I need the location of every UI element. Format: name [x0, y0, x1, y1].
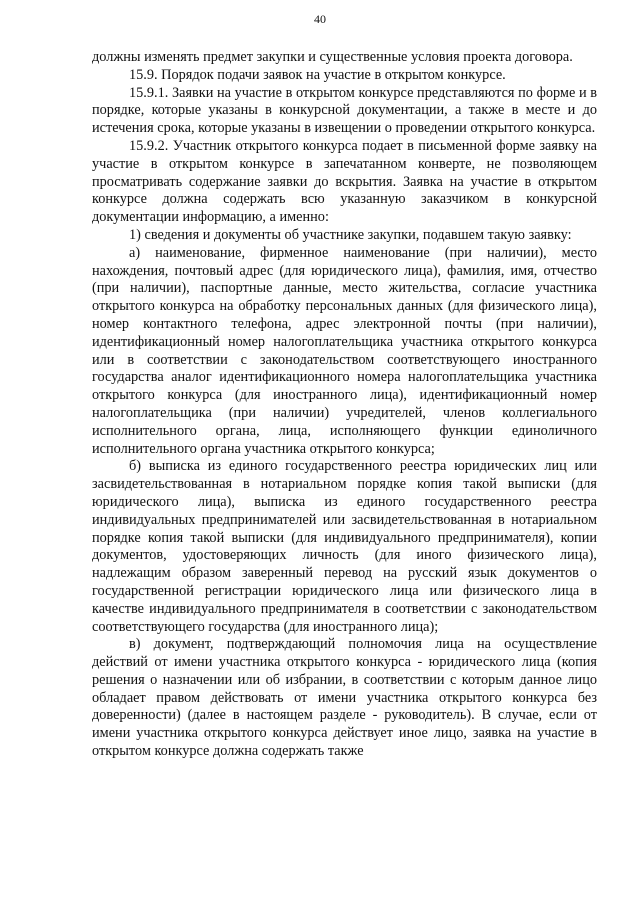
- paragraph: 15.9.1. Заявки на участие в открытом конкурсе представляются по форме и в порядке, которые указаны в конкурсной документации, а также в месте и до истечения срока, которые указаны в извещении о проведении открытого конкурса.: [92, 84, 597, 137]
- page-number: 40: [314, 12, 326, 26]
- body-text: [92, 49, 597, 761]
- paragraph: должны изменять предмет закупки и существенные условия проекта договора.: [92, 49, 573, 65]
- list-item: в) документ, подтверждающий полномочия лица на осуществление действий от имени участника открытого конкурса - юридического лица (копия решения о назначении или об избрании, в соответствии с которым данное лицо обладает правом действовать от имени участника открытого конкурса без доверенности) (далее в настоящем разделе - руководитель). В случае, если от имени участника открытого конкурса действует иное лицо, заявка на участие в открытом конкурсе должна содержать также: [92, 636, 597, 760]
- list-item: а) наименование, фирменное наименование (при наличии), место нахождения, почтовый адрес (для юридического лица), фамилия, имя, отчество (при наличии), паспортные данные, место жительства, согласие участника открытого конкурса на обработку персональных данных (для физического лица), номер контактного телефона, адрес электронной почты (при наличии), идентификационный номер налогоплательщика участника открытого конкурса или в соответствии с законодательством соответствующего иностранного государства аналог идентификационного номера налогоплательщика участника открытого конкурса (для иностранного лица), идентификационный номер налогоплательщика (при наличии) учредителей, членов коллегиального исполнительного органа, лица, исполняющего функции единоличного исполнительного органа участника открытого конкурса;: [92, 244, 597, 457]
- section-heading: 15.9. Порядок подачи заявок на участие в открытом конкурсе.: [129, 66, 506, 83]
- list-item: б) выписка из единого государственного реестра юридических лиц или засвидетельствованная в нотариальном порядке копия такой выписки (для юридического лица), выписка из единого государственного реестра индивидуальных предпринимателей или засвидетельствованная в нотариальном порядке копия такой выписки (для индивидуального предпринимателя), копии документов, удостоверяющих личность (для иного физического лица), надлежащим образом заверенный перевод на русский язык документов о государственной регистрации юридического лица или физического лица в качестве индивидуального предпринимателя в соответствии с законодательством соответствующего государства (для иностранного лица);: [92, 458, 597, 635]
- list-item: 1) сведения и документы об участнике закупки, подавшем такую заявку:: [129, 226, 572, 243]
- paragraph: 15.9.2. Участник открытого конкурса подает в письменной форме заявку на участие в открытом конкурсе в запечатанном конверте, не позволяющем просматривать содержание заявки до вскрытия. Заявка на участие в открытом конкурсе должна содержать всю указанную заказчиком в конкурсной документации информацию, а именно:: [92, 137, 597, 226]
